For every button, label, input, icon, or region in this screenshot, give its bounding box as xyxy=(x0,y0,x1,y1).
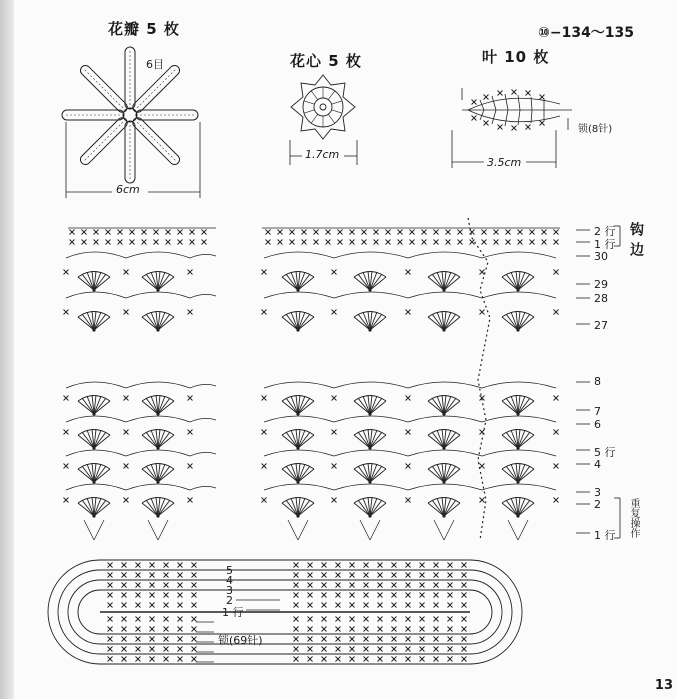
join-line xyxy=(468,218,490,540)
base-row-2: 2 xyxy=(226,594,233,607)
row-6: 6 xyxy=(594,418,601,431)
petal-motif xyxy=(62,47,198,183)
edging-rows xyxy=(68,228,560,245)
edging-row-2: 2 行 xyxy=(594,225,616,238)
row-27: 27 xyxy=(594,319,608,332)
row-28: 28 xyxy=(594,292,608,305)
row-4: 4 xyxy=(594,458,601,471)
row-5: 5 行 xyxy=(594,446,616,459)
row-7: 7 xyxy=(594,405,601,418)
center-width-label: 1.7cm xyxy=(305,148,340,161)
row-3: 3 xyxy=(594,486,601,499)
fan-block-top xyxy=(64,252,559,332)
edging-label: 钩边 xyxy=(628,222,644,262)
base-row-1: 1 行 xyxy=(222,606,244,619)
row-30: 30 xyxy=(594,250,608,263)
row-8: 8 xyxy=(594,375,601,388)
page-number: 13 xyxy=(654,678,673,693)
leaf-width-label: 3.5cm xyxy=(487,156,522,169)
stitch-chart xyxy=(48,218,620,664)
base-arrows xyxy=(196,570,280,662)
leaf-title: 叶 10 枚 xyxy=(482,48,550,66)
edging-row-1: 1 行 xyxy=(594,238,616,251)
center-dimension-line xyxy=(290,140,357,165)
base-row-4: 4 xyxy=(226,574,233,587)
petal-width-label: 6cm xyxy=(116,183,140,196)
pattern-reference: ⑩−134～135 xyxy=(538,25,635,41)
leaf-chain-note: 锁(8针) xyxy=(578,124,613,135)
base-chain-label: 锁(69针) xyxy=(218,634,263,647)
row-2: 2 xyxy=(594,498,601,511)
base-row-5: 5 xyxy=(226,564,233,577)
petal-title: 花瓣 5 枚 xyxy=(108,20,180,38)
repeat-note: 重复操作 xyxy=(628,498,639,538)
center-motif xyxy=(291,75,355,139)
row-arrows xyxy=(576,226,620,538)
center-title: 花心 5 枚 xyxy=(290,52,362,70)
leaf-motif xyxy=(452,88,572,168)
row-1: 1 行 xyxy=(594,529,616,542)
base-row-3: 3 xyxy=(226,584,233,597)
fan-block-middle xyxy=(64,382,559,540)
petal-stitch-note: 6目 xyxy=(146,58,164,71)
row-29: 29 xyxy=(594,278,608,291)
